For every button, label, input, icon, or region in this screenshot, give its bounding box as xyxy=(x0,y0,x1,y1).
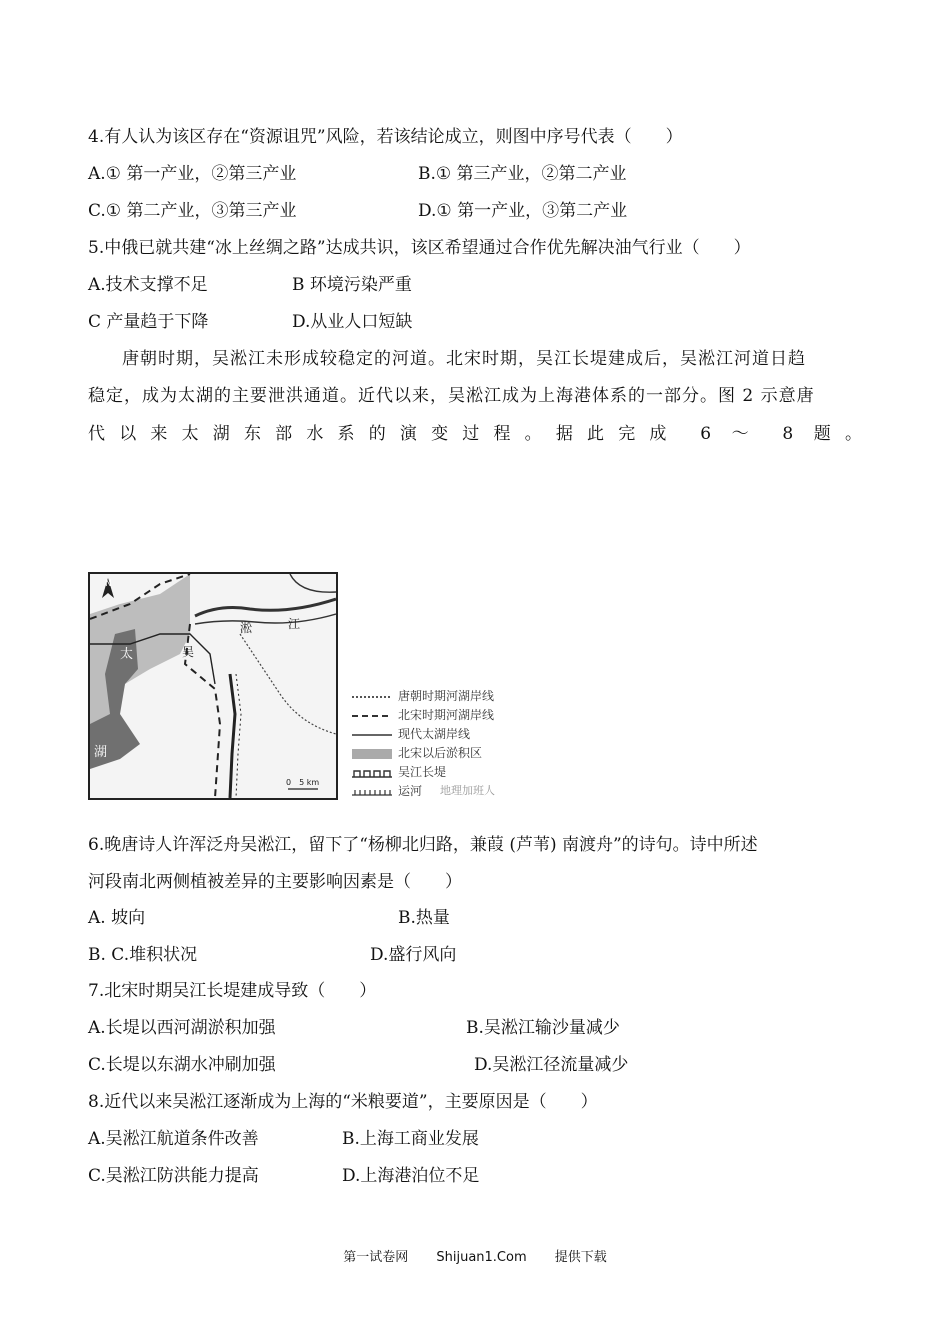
q7-option-d: D.吴淞江径流量减少 xyxy=(474,1055,629,1075)
scale-label: 0 5 km xyxy=(286,778,320,787)
page-footer xyxy=(0,1246,950,1265)
legend-solid-line-icon xyxy=(352,729,392,739)
wusong-river xyxy=(195,599,336,616)
legend-label-sediment: 北宋以后淤积区 xyxy=(398,746,483,760)
q8-option-c: C.吴淞江防洪能力提高 xyxy=(88,1166,259,1186)
q5-stem: 5.中俄已就共建“冰上丝绸之路”达成共识，该区希望通过合作优先解决油气行业（ ） xyxy=(88,238,751,258)
legend-row-dyke xyxy=(352,762,494,781)
q8-option-d: D.上海港泊位不足 xyxy=(342,1166,480,1186)
q4-option-a: A.① 第一产业，②第三产业 xyxy=(88,164,297,184)
legend-row-sediment xyxy=(352,743,494,762)
q7-option-b: B.吴淞江输沙量减少 xyxy=(466,1018,620,1038)
passage-line-3: 代以来太湖东部水系的演变过程。据此完成 6 ～ 8 题。 xyxy=(88,424,863,444)
map-watermark: 地理加班人 xyxy=(440,784,495,797)
q4-stem: 4.有人认为该区存在“资源诅咒”风险，若该结论成立，则图中序号代表（ ） xyxy=(88,127,683,147)
legend-canal-icon xyxy=(352,786,392,796)
footer-site-cn: 第一试卷网 xyxy=(343,1250,409,1265)
map-label-jiang: 江 xyxy=(288,617,301,631)
q4-option-b: B.① 第三产业，②第二产业 xyxy=(418,164,627,184)
q7-option-c: C.长堤以东湖水冲刷加强 xyxy=(88,1055,276,1075)
map-label-song: 淞 xyxy=(240,621,253,635)
passage-line-2: 稳定，成为太湖的主要泄洪通道。近代以来，吴淞江成为上海港体系的一部分。图 2 示意唐 xyxy=(88,386,815,406)
q8-stem: 8.近代以来吴淞江逐渐成为上海的“米粮要道”，主要原因是（ ） xyxy=(88,1092,598,1112)
q7-stem: 7.北宋时期吴江长堤建成导致（ ） xyxy=(88,981,377,1001)
tang-shoreline xyxy=(240,634,336,734)
footer-site-en[interactable]: Shijuan1.Com xyxy=(436,1250,527,1265)
taihu-water-system-map xyxy=(88,572,338,800)
north-label: N xyxy=(105,579,112,589)
map-label-hu: 湖 xyxy=(94,745,108,760)
map-label-tai: 太 xyxy=(120,647,134,662)
q6-option-a: A. 坡向 xyxy=(88,908,146,928)
q6-option-b: B.热量 xyxy=(398,908,450,928)
legend-label-canal: 运河 xyxy=(398,784,423,798)
q5-option-c: C 产量趋于下降 xyxy=(88,312,209,332)
legend-row-song xyxy=(352,705,494,724)
map-label-wu: 吴 xyxy=(182,645,195,659)
legend-label-modern: 现代太湖岸线 xyxy=(398,727,471,741)
q4-option-d: D.① 第一产业，③第二产业 xyxy=(418,201,628,221)
passage-line-1: 唐朝时期，吴淞江未形成较稳定的河道。北宋时期，吴江长堤建成后，吴淞江河道日趋 xyxy=(122,349,806,369)
q6-stem-line-2: 河段南北两侧植被差异的主要影响因素是（ ） xyxy=(88,872,462,892)
q6-option-c: B. C.堆积状况 xyxy=(88,945,198,965)
q8-option-b: B.上海工商业发展 xyxy=(342,1129,479,1149)
legend-gray-fill-icon xyxy=(352,748,392,758)
legend-label-dyke: 吴江长堤 xyxy=(398,765,447,779)
legend-dotted-line-icon xyxy=(352,691,392,701)
q6-option-d: D.盛行风向 xyxy=(370,945,457,965)
q4-option-c: C.① 第二产业，③第三产业 xyxy=(88,201,297,221)
q5-option-d: D.从业人口短缺 xyxy=(292,312,413,332)
q6-stem-line-1: 6.晚唐诗人许浑泛舟吴淞江，留下了“杨柳北归路，兼葭 (芦苇) 南渡舟”的诗句。诗中所述 xyxy=(88,835,758,855)
q5-option-b: B 环境污染严重 xyxy=(292,275,412,295)
legend-row-tang xyxy=(352,686,494,705)
legend-dashed-line-icon xyxy=(352,710,392,720)
q8-option-a: A.吴淞江航道条件改善 xyxy=(88,1129,259,1149)
legend-dyke-icon xyxy=(352,767,392,777)
upper-river xyxy=(290,574,336,592)
map-drawing xyxy=(90,574,336,798)
legend-label-song: 北宋时期河湖岸线 xyxy=(398,708,495,722)
legend-label-tang: 唐朝时期河湖岸线 xyxy=(398,689,495,703)
q7-option-a: A.长堤以西河湖淤积加强 xyxy=(88,1018,276,1038)
canal xyxy=(236,674,241,798)
legend-row-modern xyxy=(352,724,494,743)
footer-note: 提供下载 xyxy=(554,1250,607,1265)
q5-option-a: A.技术支撑不足 xyxy=(88,275,208,295)
wusong-river-bank xyxy=(195,614,336,624)
wujiang-dyke xyxy=(230,674,235,798)
